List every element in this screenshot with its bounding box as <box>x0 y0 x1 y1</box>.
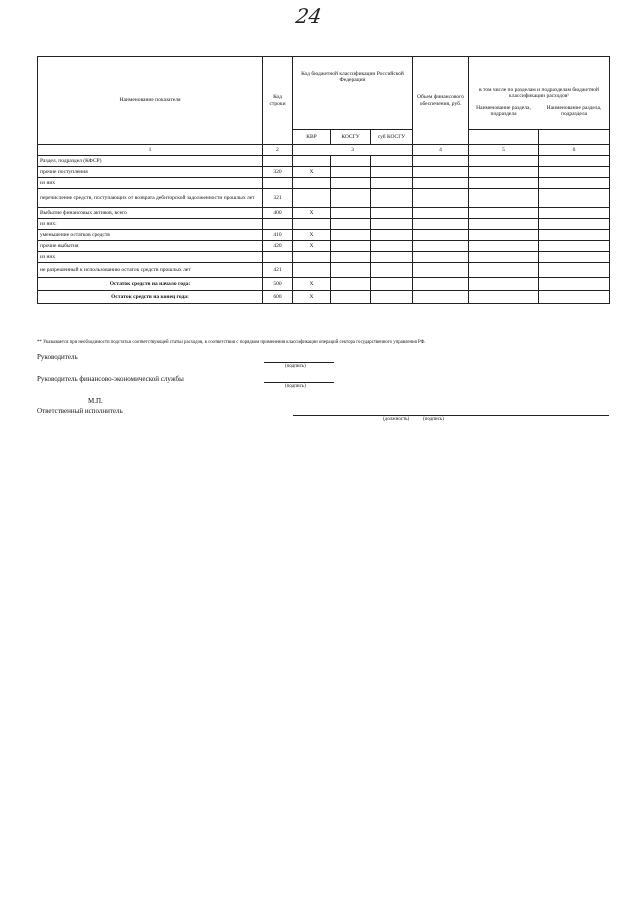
row-cell <box>331 167 371 178</box>
footnote: ** Указывается при необходимости подстатьи соответствующей статьи расходов, в соответствии с порядком применения классификации операций сектора государственного управления РФ. <box>37 340 426 345</box>
row-name: перечисление средств, поступающих от возврата дебиторской задолженности прошлых лет <box>38 189 263 208</box>
row-code <box>263 156 293 167</box>
row-cell <box>331 219 371 230</box>
table-row <box>38 263 610 278</box>
row-cell <box>413 241 469 252</box>
row-cell <box>469 219 539 230</box>
row-kvr <box>293 263 331 278</box>
header-line-code: Код строки <box>263 57 293 145</box>
finance-head-signature-line <box>264 382 334 383</box>
row-cell <box>371 252 413 263</box>
table-row <box>38 241 610 252</box>
row-kvr: X <box>293 241 331 252</box>
table-row <box>38 230 610 241</box>
executor-position-caption: (должность) <box>383 417 410 422</box>
header-sub-kosgu: суб КОСГУ <box>371 130 413 145</box>
row-cell <box>413 167 469 178</box>
table-row <box>38 278 610 291</box>
row-kvr <box>293 178 331 189</box>
header-breakdown: в том числе по разделам и подразделам бюджетной классификации расходов¹ <box>469 57 610 130</box>
row-cell <box>371 291 413 304</box>
finance-head-signature-caption: (подпись) <box>285 384 306 389</box>
row-name: Остаток средств на конец года: <box>38 291 263 304</box>
col-number: 1 <box>38 145 263 156</box>
row-cell <box>469 263 539 278</box>
row-name: Остаток средств на начало года: <box>38 278 263 291</box>
row-kvr: X <box>293 167 331 178</box>
head-signature-caption: (подпись) <box>285 364 306 369</box>
row-cell <box>469 230 539 241</box>
row-kvr <box>293 189 331 208</box>
row-kvr: X <box>293 278 331 291</box>
row-cell <box>371 189 413 208</box>
header-kvr: КВР <box>293 130 331 145</box>
executor-signature-caption: (подпись) <box>423 417 444 422</box>
row-cell <box>371 156 413 167</box>
row-name: из них <box>38 252 263 263</box>
header-volume: Объем финансового обеспечения, руб. <box>413 57 469 145</box>
row-cell <box>331 291 371 304</box>
row-code: 600 <box>263 291 293 304</box>
row-cell <box>539 189 610 208</box>
row-cell <box>469 278 539 291</box>
row-kvr <box>293 252 331 263</box>
row-cell <box>413 219 469 230</box>
row-cell <box>413 263 469 278</box>
row-cell <box>371 167 413 178</box>
row-code: 320 <box>263 167 293 178</box>
row-cell <box>331 208 371 219</box>
row-cell <box>539 241 610 252</box>
seal-label: М.П. <box>88 397 103 405</box>
row-cell <box>371 278 413 291</box>
header-section-name: Наименование раздела, подраздела <box>469 104 539 119</box>
row-code: 410 <box>263 230 293 241</box>
row-kvr <box>293 219 331 230</box>
row-kvr: X <box>293 291 331 304</box>
row-cell <box>331 263 371 278</box>
row-cell <box>539 263 610 278</box>
head-label: Руководитель <box>37 353 78 361</box>
row-cell <box>331 156 371 167</box>
row-cell <box>469 208 539 219</box>
row-cell <box>331 178 371 189</box>
row-cell <box>371 230 413 241</box>
row-name: из них: <box>38 219 263 230</box>
col-number: 3 <box>293 145 413 156</box>
row-cell <box>469 291 539 304</box>
row-code: 420 <box>263 241 293 252</box>
row-name: из них <box>38 178 263 189</box>
row-name: Выбытие финансовых активов, всего <box>38 208 263 219</box>
row-code <box>263 178 293 189</box>
row-name: прочие выбытия <box>38 241 263 252</box>
table-row <box>38 156 610 167</box>
row-code: 321 <box>263 189 293 208</box>
row-cell <box>539 291 610 304</box>
row-cell <box>371 219 413 230</box>
executor-signature-line <box>293 415 609 416</box>
table-row <box>38 291 610 304</box>
row-cell <box>469 178 539 189</box>
executor-label: Ответственный исполнитель <box>37 407 123 415</box>
row-cell <box>539 252 610 263</box>
page-number: 24 <box>294 4 324 28</box>
row-cell <box>539 167 610 178</box>
row-cell <box>331 278 371 291</box>
row-cell <box>331 252 371 263</box>
col-number: 2 <box>263 145 293 156</box>
header-kosgu: КОСГУ <box>331 130 371 145</box>
col-number: 6 <box>539 145 610 156</box>
row-cell <box>331 189 371 208</box>
financial-form-table <box>37 56 610 304</box>
row-cell <box>413 278 469 291</box>
row-cell <box>469 167 539 178</box>
row-cell <box>371 178 413 189</box>
row-code <box>263 219 293 230</box>
row-kvr: X <box>293 208 331 219</box>
table-row <box>38 219 610 230</box>
row-cell <box>413 156 469 167</box>
row-cell <box>413 230 469 241</box>
row-name: не разрешенный к использованию остаток средств прошлых лет <box>38 263 263 278</box>
row-kvr: X <box>293 230 331 241</box>
row-code: 400 <box>263 208 293 219</box>
finance-head-label: Руководитель финансово-экономической службы <box>37 375 184 383</box>
row-cell <box>371 241 413 252</box>
header-section-name-2: Наименование раздела, подраздела <box>539 104 610 119</box>
row-cell <box>539 230 610 241</box>
table-row <box>38 252 610 263</box>
row-cell <box>469 156 539 167</box>
row-cell <box>371 208 413 219</box>
col-number: 4 <box>413 145 469 156</box>
header-budget-classification: Код бюджетной классификации Российской Федерации <box>293 57 413 130</box>
row-code: 500 <box>263 278 293 291</box>
row-cell <box>539 208 610 219</box>
table-row <box>38 208 610 219</box>
header-indicator: Наименование показателя <box>38 57 263 145</box>
row-name: Раздел, подраздел (КФСР) <box>38 156 263 167</box>
table-row <box>38 189 610 208</box>
row-cell <box>371 263 413 278</box>
row-cell <box>469 241 539 252</box>
col-number: 5 <box>469 145 539 156</box>
row-code: 421 <box>263 263 293 278</box>
row-cell <box>539 156 610 167</box>
row-code <box>263 252 293 263</box>
column-number-row <box>38 145 610 156</box>
row-name: прочие поступления <box>38 167 263 178</box>
row-cell <box>539 219 610 230</box>
row-cell <box>539 278 610 291</box>
row-cell <box>469 189 539 208</box>
row-cell <box>413 291 469 304</box>
row-cell <box>331 230 371 241</box>
row-cell <box>331 241 371 252</box>
row-cell <box>539 178 610 189</box>
row-kvr <box>293 156 331 167</box>
table-row <box>38 178 610 189</box>
head-signature-line <box>264 362 334 363</box>
row-name: уменьшение остатков средств <box>38 230 263 241</box>
row-cell <box>413 208 469 219</box>
row-cell <box>413 189 469 208</box>
row-cell <box>413 252 469 263</box>
table-row <box>38 167 610 178</box>
row-cell <box>413 178 469 189</box>
row-cell <box>469 252 539 263</box>
